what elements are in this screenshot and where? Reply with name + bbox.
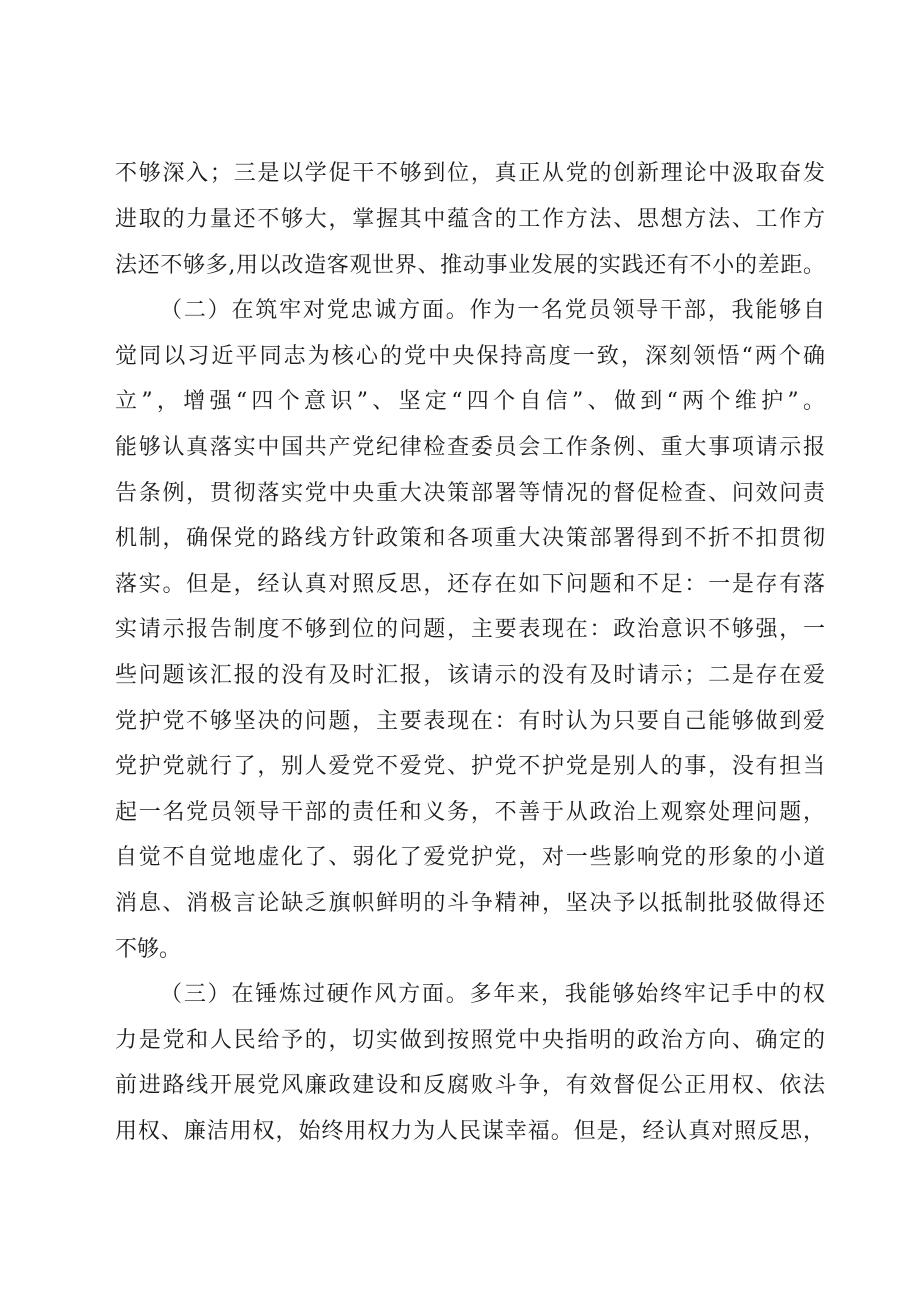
paragraph-heading-line: （二）在筑牢对党忠诚方面。作为一名党员领导干部，我能够自 bbox=[160, 298, 825, 323]
text-line: 机制，确保党的路线方针政策和各项重大决策部署得到不折不扣贯彻 bbox=[115, 526, 825, 551]
text-line: 不够。 bbox=[115, 937, 182, 962]
text-line: 起一名党员领导干部的责任和义务，不善于从政治上观察处理问题， bbox=[115, 800, 825, 825]
text-line: 法还不够多,用以改造客观世界、推动事业发展的实践还有不小的差距。 bbox=[115, 253, 825, 278]
text-line: 立”，增强“四个意识”、坚定“四个自信”、做到“两个维护”。 bbox=[115, 389, 825, 414]
text-line: 前进路线开展党风廉政建设和反腐败斗争，有效督促公正用权、依法 bbox=[115, 1073, 825, 1098]
text-line: 实请示报告制度不够到位的问题，主要表现在：政治意识不够强，一 bbox=[115, 617, 825, 642]
text-line: 党护党不够坚决的问题，主要表现在：有时认为只要自己能够做到爱 bbox=[115, 709, 825, 734]
text-line: 党护党就行了，别人爱党不爱党、护党不护党是别人的事，没有担当 bbox=[115, 754, 825, 779]
text-line: 觉同以习近平同志为核心的党中央保持高度一致，深刻领悟“两个确 bbox=[115, 344, 825, 369]
text-line: 能够认真落实中国共产党纪律检查委员会工作条例、重大事项请示报 bbox=[115, 435, 825, 460]
text-line: 消息、消极言论缺乏旗帜鲜明的斗争精神，坚决予以抵制批驳做得还 bbox=[115, 891, 825, 916]
text-line: 些问题该汇报的没有及时汇报，该请示的没有及时请示；二是存在爱 bbox=[115, 663, 825, 688]
text-line: 自觉不自觉地虚化了、弱化了爱党护党，对一些影响党的形象的小道 bbox=[115, 845, 825, 870]
text-line: 落实。但是，经认真对照反思，还存在如下问题和不足：一是存有落 bbox=[115, 572, 825, 597]
text-line: 进取的力量还不够大，掌握其中蕴含的工作方法、思想方法、工作方 bbox=[115, 207, 825, 232]
paragraph-heading-line: （三）在锤炼过硬作风方面。多年来，我能够始终牢记手中的权 bbox=[160, 982, 825, 1007]
text-line: 告条例，贯彻落实党中央重大决策部署等情况的督促检查、问效问责 bbox=[115, 481, 825, 506]
text-line: 用权、廉洁用权，始终用权力为人民谋幸福。但是，经认真对照反思， bbox=[115, 1119, 825, 1144]
text-line: 不够深入；三是以学促干不够到位，真正从党的创新理论中汲取奋发 bbox=[115, 161, 825, 186]
text-line: 力是党和人民给予的，切实做到按照党中央指明的政治方向、确定的 bbox=[115, 1028, 825, 1053]
